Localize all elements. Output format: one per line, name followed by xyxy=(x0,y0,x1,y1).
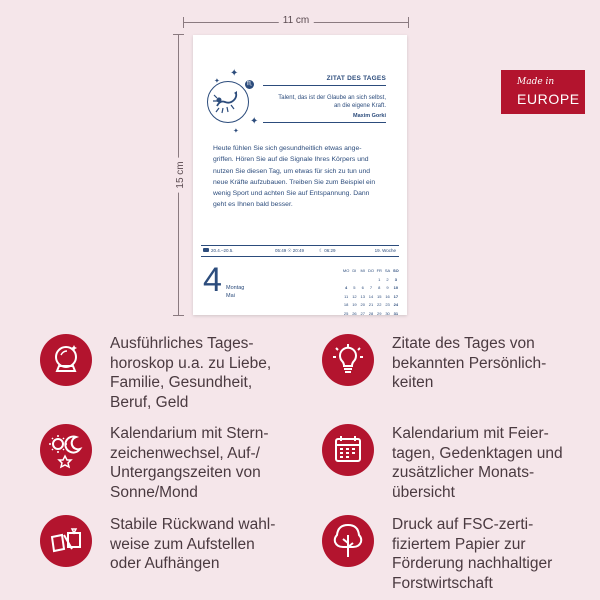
made-in-europe-badge xyxy=(501,70,585,114)
feature-text xyxy=(392,424,563,502)
feature-line: Beruf, Geld xyxy=(110,393,189,411)
feature-line: fiziertem Papier zur xyxy=(392,535,526,553)
divider xyxy=(263,85,386,86)
feature-line: Familie, Gesundheit, xyxy=(110,374,253,391)
day-cell: 19 xyxy=(352,302,357,307)
quote-line: an die eigene Kraft. xyxy=(333,103,386,109)
sun-moon-stars-icon xyxy=(40,424,92,476)
quote-author: Maxim Gorki xyxy=(352,113,386,119)
width-dimension xyxy=(183,15,409,31)
quote-text xyxy=(266,94,386,110)
tree-icon xyxy=(322,515,374,567)
badge-line-2: EUROPE xyxy=(517,91,580,107)
feature-line: Ausführliches Tages- xyxy=(110,335,254,352)
zodiac-dates: 20.4.–20.5. xyxy=(211,248,234,253)
day-cell: 4 xyxy=(345,285,348,290)
horoscope-line: geht es Ihnen bald besser. xyxy=(213,201,293,209)
star-icon: ✦ xyxy=(233,128,239,135)
feature-line: bekannten Persönlich- xyxy=(392,354,547,372)
feature-line: zeichenwechsel, Auf-/ xyxy=(110,444,260,462)
day-cell: 16 xyxy=(385,293,390,299)
sun-times: 05:49 ☉ 20:49 xyxy=(275,248,305,253)
weekday-header: MI xyxy=(360,268,365,273)
feature-line: Zitate des Tages von xyxy=(392,335,535,352)
feature-line: Stabile Rückwand wahl- xyxy=(110,516,276,533)
taurus-icon xyxy=(203,248,209,252)
day-cell: 24 xyxy=(393,302,399,307)
weekday-header: FR xyxy=(376,268,382,273)
day-cell: 20 xyxy=(360,302,365,307)
day-cell: 12 xyxy=(352,293,357,299)
feature-line: übersicht xyxy=(392,483,455,501)
day-cell: 18 xyxy=(343,302,349,307)
mini-calendar-row xyxy=(342,293,400,302)
divider xyxy=(263,122,386,123)
star-icon: ✦ xyxy=(230,68,239,79)
day-cell: 27 xyxy=(360,310,365,316)
horoscope-line: griffen. Hören Sie auf die Signale Ihres Körpers und xyxy=(213,156,369,164)
feature-line: keiten xyxy=(392,374,434,391)
day-cell: 30 xyxy=(385,310,390,316)
day-number: 4 xyxy=(203,261,222,299)
scorpio-icon xyxy=(207,81,249,123)
moon-times: ☾ 06:29 xyxy=(319,248,336,253)
feature-line: horoskop u.a. zu Liebe, xyxy=(110,354,272,372)
day-cell: 29 xyxy=(377,310,382,316)
calendar-page xyxy=(193,35,407,315)
weekday-header: DI xyxy=(352,268,357,273)
day-cell xyxy=(359,276,367,285)
day-cell: 10 xyxy=(393,285,399,290)
horoscope-line: nutzen Sie diesen Tag, um etwas für sich zu tun und xyxy=(213,167,371,175)
day-cell: 22 xyxy=(377,302,382,307)
day-cell: 9 xyxy=(386,285,389,290)
feature-line: weise zum Aufstellen xyxy=(110,535,255,553)
day-cell: 21 xyxy=(368,302,374,307)
day-cell: 26 xyxy=(352,310,357,316)
height-dimension xyxy=(171,34,187,316)
day-cell: 14 xyxy=(368,293,374,299)
horoscope-line: wenig Sport und achten Sie auf Entspannung. Dann xyxy=(213,190,370,198)
week-number: 19. Woche xyxy=(374,248,396,253)
feature-line: Untergangszeiten von xyxy=(110,464,261,481)
feature-line: Kalendarium mit Stern- xyxy=(110,425,269,442)
horoscope-line: neue Kräfte aufzubauen. Treiben Sie zum Beispiel ein xyxy=(213,178,376,186)
day-cell: 11 xyxy=(344,293,349,299)
crystal-ball-icon xyxy=(40,334,92,386)
day-cell: 5 xyxy=(353,285,356,290)
feature-line: tagen, Gedenktagen und xyxy=(392,444,563,462)
width-label: 11 cm xyxy=(279,15,314,26)
feature-line: Druck auf FSC-zerti- xyxy=(392,516,534,533)
day-cell: 15 xyxy=(377,293,382,299)
day-cell: 28 xyxy=(368,310,374,316)
day-cell: 1 xyxy=(378,276,381,282)
feature-text xyxy=(392,515,552,593)
badge-line-1: Made in xyxy=(517,77,555,87)
mini-calendar xyxy=(342,267,400,318)
day-cell xyxy=(350,276,358,285)
feature-line: zusätzlicher Monats- xyxy=(392,464,535,481)
weekday-header: MO xyxy=(342,268,350,273)
feature-line: oder Aufhängen xyxy=(110,555,220,572)
month-name: Mai xyxy=(226,293,235,299)
mini-calendar-row xyxy=(342,284,400,293)
mini-calendar-row xyxy=(342,276,400,285)
star-icon: ✦ xyxy=(214,78,220,85)
weekday-header: SO xyxy=(392,268,399,273)
info-bar xyxy=(201,245,399,257)
mini-calendar-row xyxy=(342,310,400,319)
feature-text xyxy=(110,424,269,502)
day-cell xyxy=(367,276,375,285)
feature-line: Förderung nachhaltiger xyxy=(392,555,553,572)
day-cell: 7 xyxy=(369,285,373,290)
zodiac-sign-badge: ♏ xyxy=(246,81,253,87)
quote-line: Talent, das ist der Glaube an sich selbst, xyxy=(278,95,386,101)
day-cell: 13 xyxy=(360,293,365,299)
stand-hang-icon xyxy=(40,515,92,567)
feature-line: Sonne/Mond xyxy=(110,483,198,501)
horoscope-text xyxy=(213,143,389,211)
day-name: Montag xyxy=(226,285,245,291)
feature-line: Kalendarium mit Feier- xyxy=(392,425,549,442)
day-cell: 3 xyxy=(394,276,397,282)
day-cell xyxy=(342,276,350,285)
day-cell: 25 xyxy=(343,310,349,316)
horoscope-line: Heute fühlen Sie sich gesundheitlich etwas ange- xyxy=(213,145,362,152)
mini-calendar-row xyxy=(342,267,400,276)
feature-line: Forstwirtschaft xyxy=(392,574,493,592)
weekday-header: DO xyxy=(367,268,374,273)
feature-text xyxy=(392,334,546,393)
mini-calendar-row xyxy=(342,301,400,310)
day-cell: 31 xyxy=(393,310,399,316)
day-cell: 8 xyxy=(378,285,381,290)
day-cell: 23 xyxy=(385,302,390,307)
day-cell: 6 xyxy=(361,285,364,290)
lightbulb-icon xyxy=(322,334,374,386)
weekday-header: SA xyxy=(384,268,391,273)
feature-text xyxy=(110,515,275,574)
height-label: 15 cm xyxy=(175,157,186,192)
quote-title: ZITAT DES TAGES xyxy=(326,75,386,82)
day-cell: 2 xyxy=(386,276,389,282)
star-icon: ✦ xyxy=(250,116,259,127)
calendar-icon xyxy=(322,424,374,476)
day-cell: 17 xyxy=(393,293,399,299)
feature-text xyxy=(110,334,271,412)
